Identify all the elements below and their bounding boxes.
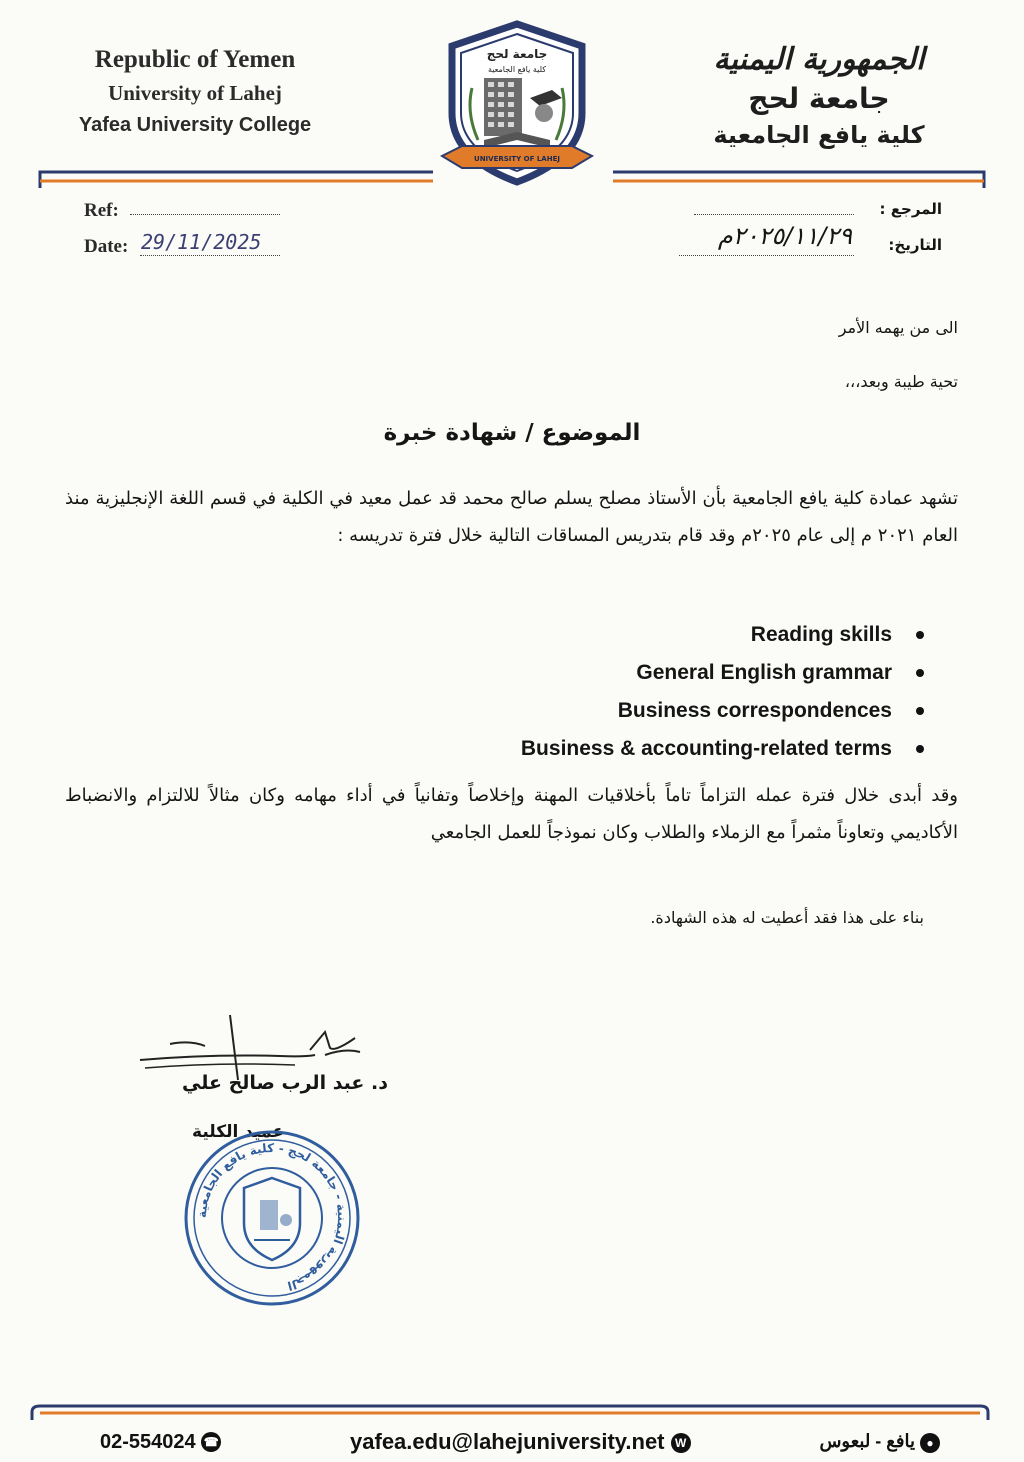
- web-icon: W: [671, 1433, 691, 1453]
- date-line: [140, 255, 280, 256]
- ar-ref-line: [694, 214, 854, 215]
- course-label: Business & accounting-related terms: [520, 737, 892, 760]
- country-name-ar: الجمهورية اليمنية: [713, 42, 925, 77]
- ar-ref-label: المرجع :: [879, 200, 942, 218]
- list-item: [324, 616, 924, 654]
- courses-list: [324, 616, 924, 768]
- university-name-ar: جامعة لحج: [748, 82, 890, 115]
- ar-date-line: [679, 255, 854, 256]
- logo-top-text: جامعة لحج: [486, 47, 548, 61]
- intro-paragraph: تشهد عمادة كلية يافع الجامعية بأن الأستاذ مصلح يسلم صالح محمد قد عمل معيد في الكلية في قسم اللغة الإنجليزية منذ العام ٢٠٢١ م إلى عام ٢٠٢٥م وقد قام بتدريس المساقات التالية خلال فترة تدريسه :: [65, 488, 958, 546]
- college-name-en: Yafea University College: [78, 114, 312, 136]
- subject-heading: الموضوع / شهادة خبرة: [383, 420, 641, 446]
- stamp-ring-text: الجمهورية اليمنية - جامعة لحج - كلية يافع الجامعية: [194, 1140, 350, 1293]
- course-label: General English grammar: [636, 661, 892, 684]
- footer-address: [819, 1431, 940, 1452]
- country-name-en: Republic of Yemen: [94, 46, 296, 73]
- ref-label: Ref:: [84, 200, 119, 221]
- course-label: Reading skills: [750, 623, 892, 646]
- address-text: يافع - لبعوس: [819, 1431, 915, 1452]
- footer-divider: [30, 1402, 990, 1422]
- english-letterhead: [40, 42, 350, 142]
- official-stamp: [182, 1128, 362, 1308]
- bullet-icon: [916, 707, 924, 715]
- course-label: Business correspondences: [617, 699, 892, 722]
- phone-icon: ☎: [201, 1432, 221, 1452]
- date-value-handwritten: 29/11/2025: [141, 230, 262, 254]
- bullet-icon: [916, 745, 924, 753]
- university-name-en: University of Lahej: [108, 81, 282, 105]
- university-logo: [432, 18, 602, 188]
- closing-line: بناء على هذا فقد أعطيت له هذه الشهادة.: [650, 908, 924, 927]
- location-pin-icon: ●: [920, 1433, 940, 1453]
- date-label: Date:: [84, 236, 129, 257]
- bullet-icon: [916, 631, 924, 639]
- footer-email: [350, 1429, 691, 1455]
- bullet-icon: [916, 669, 924, 677]
- addressee: الى من يهمه الأمر: [838, 318, 958, 337]
- header-divider: [38, 168, 988, 190]
- logo-ribbon-text: UNIVERSITY OF LAHEJ: [474, 155, 560, 163]
- greeting: تحية طيبة وبعد،،،: [844, 372, 958, 391]
- logo-mid-text: كلية يافع الجامعية: [487, 65, 547, 74]
- ref-line: [130, 214, 280, 215]
- list-item: [324, 692, 924, 730]
- footer-phone: [100, 1431, 221, 1454]
- signatory-name: د. عبد الرب صالح علي: [182, 1072, 388, 1094]
- email-address: yafea.edu@lahejuniversity.net: [350, 1429, 665, 1454]
- list-item: [324, 654, 924, 692]
- college-name-ar: كلية يافع الجامعية: [713, 121, 925, 149]
- arabic-letterhead: [654, 40, 984, 152]
- date-field: [84, 236, 128, 258]
- ar-date-label: التاريخ:: [888, 236, 942, 254]
- ar-date-value-handwritten: ٢٠٢٥/١١/٢٩م: [717, 222, 852, 250]
- signatory-title: عميد الكلية: [192, 1122, 284, 1142]
- ref-field: [84, 200, 119, 222]
- conduct-paragraph: وقد أبدى خلال فترة عمله التزاماً تاماً بأخلاقيات المهنة وإخلاصاً وتفانياً في أداء مهامه وكان مثالاً للالتزام والانضباط الأكاديمي وتعاوناً مثمراً مع الزملاء والطلاب وكان نموذجاً للعمل الجامعي: [65, 785, 958, 843]
- list-item: [324, 730, 924, 768]
- phone-number: 02-554024: [100, 1430, 196, 1453]
- footer-contact-bar: [100, 1422, 940, 1462]
